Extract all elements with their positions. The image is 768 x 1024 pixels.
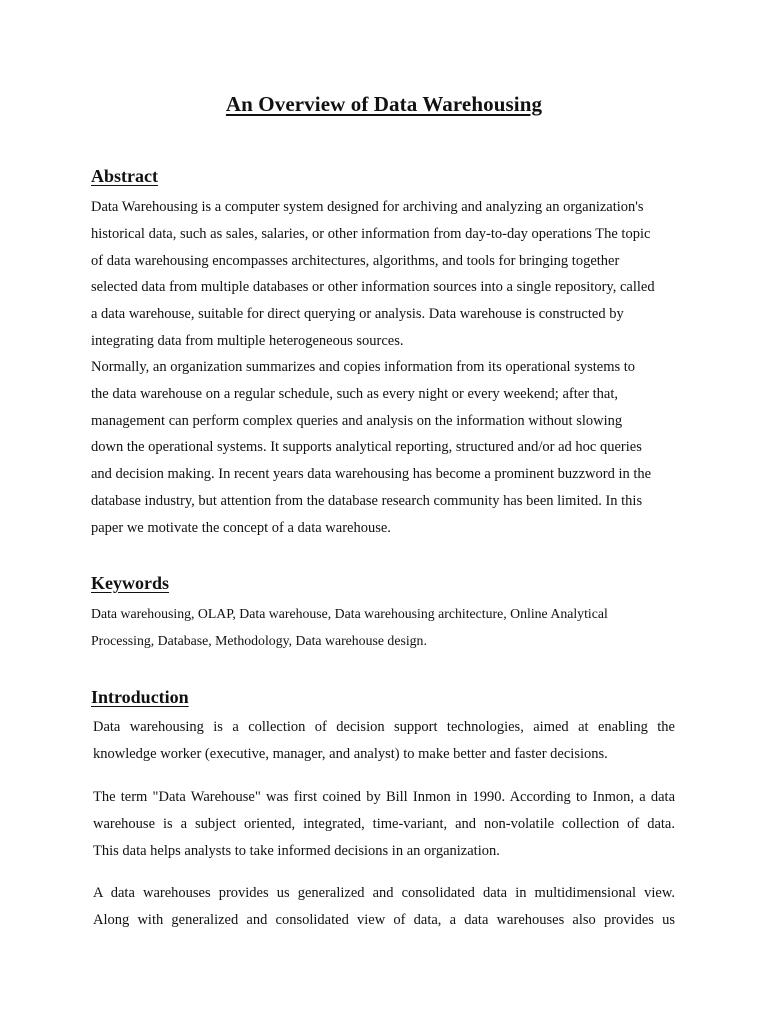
- text-line: This data helps analysts to take informed decisions in an organization.: [93, 842, 500, 859]
- text-line: database industry, but attention from the database research community has been limited. In this: [91, 492, 643, 509]
- text-line: Data warehousing is a collection of decision support technologies, aimed at enabling the: [93, 719, 675, 735]
- abstract-heading: Abstract: [91, 166, 158, 186]
- text-line: Along with generalized and consolidated view of data, a data warehouses also provides us: [93, 911, 675, 928]
- text-line: paper we motivate the concept of a data warehouse.: [91, 519, 391, 536]
- text-line: warehouse is a subject oriented, integrated, time-variant, and non-volatile collection of data.: [93, 815, 675, 832]
- text-line: selected data from multiple databases or other information sources into a single repository, called: [91, 279, 655, 296]
- text-line: down the operational systems. It supports analytical reporting, structured and/or ad hoc queries: [91, 439, 642, 456]
- text-line: Processing, Database, Methodology, Data warehouse design.: [91, 632, 427, 648]
- text-line: Data Warehousing is a computer system designed for archiving and analyzing an organization's: [91, 199, 644, 215]
- text-line: historical data, such as sales, salaries, or other information from day-to-day operations The topic: [91, 225, 651, 242]
- introduction-paragraph-2: [93, 784, 675, 864]
- text-line: Data warehousing, OLAP, Data warehouse, Data warehousing architecture, Online Analytical: [91, 606, 608, 621]
- document-title: An Overview of Data Warehousing: [225, 92, 543, 116]
- text-line: management can perform complex queries and analysis on the information without slowing: [91, 412, 623, 429]
- keywords-list: [91, 601, 681, 655]
- text-line: knowledge worker (executive, manager, and analyst) to make better and faster decisions.: [93, 745, 608, 762]
- introduction-heading: Introduction: [91, 687, 189, 707]
- introduction-paragraph-1: [93, 714, 675, 768]
- text-line: The term "Data Warehouse" was first coined by Bill Inmon in 1990. According to Inmon, a data: [93, 789, 675, 805]
- text-line: Normally, an organization summarizes and copies information from its operational systems to: [91, 359, 636, 375]
- abstract-paragraph-2: [91, 354, 681, 542]
- introduction-paragraph-3: [93, 880, 675, 934]
- text-line: integrating data from multiple heterogeneous sources.: [91, 332, 404, 349]
- text-line: of data warehousing encompasses architectures, algorithms, and tools for bringing together: [91, 252, 620, 269]
- abstract-paragraph-1: [91, 194, 681, 355]
- text-line: a data warehouse, suitable for direct querying or analysis. Data warehouse is constructed by: [91, 306, 624, 323]
- text-line: the data warehouse on a regular schedule, such as every night or every weekend; after that,: [91, 385, 619, 402]
- text-line: A data warehouses provides us generalized and consolidated data in multidimensional view.: [93, 885, 675, 901]
- keywords-heading: Keywords: [91, 573, 169, 593]
- text-line: and decision making. In recent years data warehousing has become a prominent buzzword in the: [91, 466, 652, 483]
